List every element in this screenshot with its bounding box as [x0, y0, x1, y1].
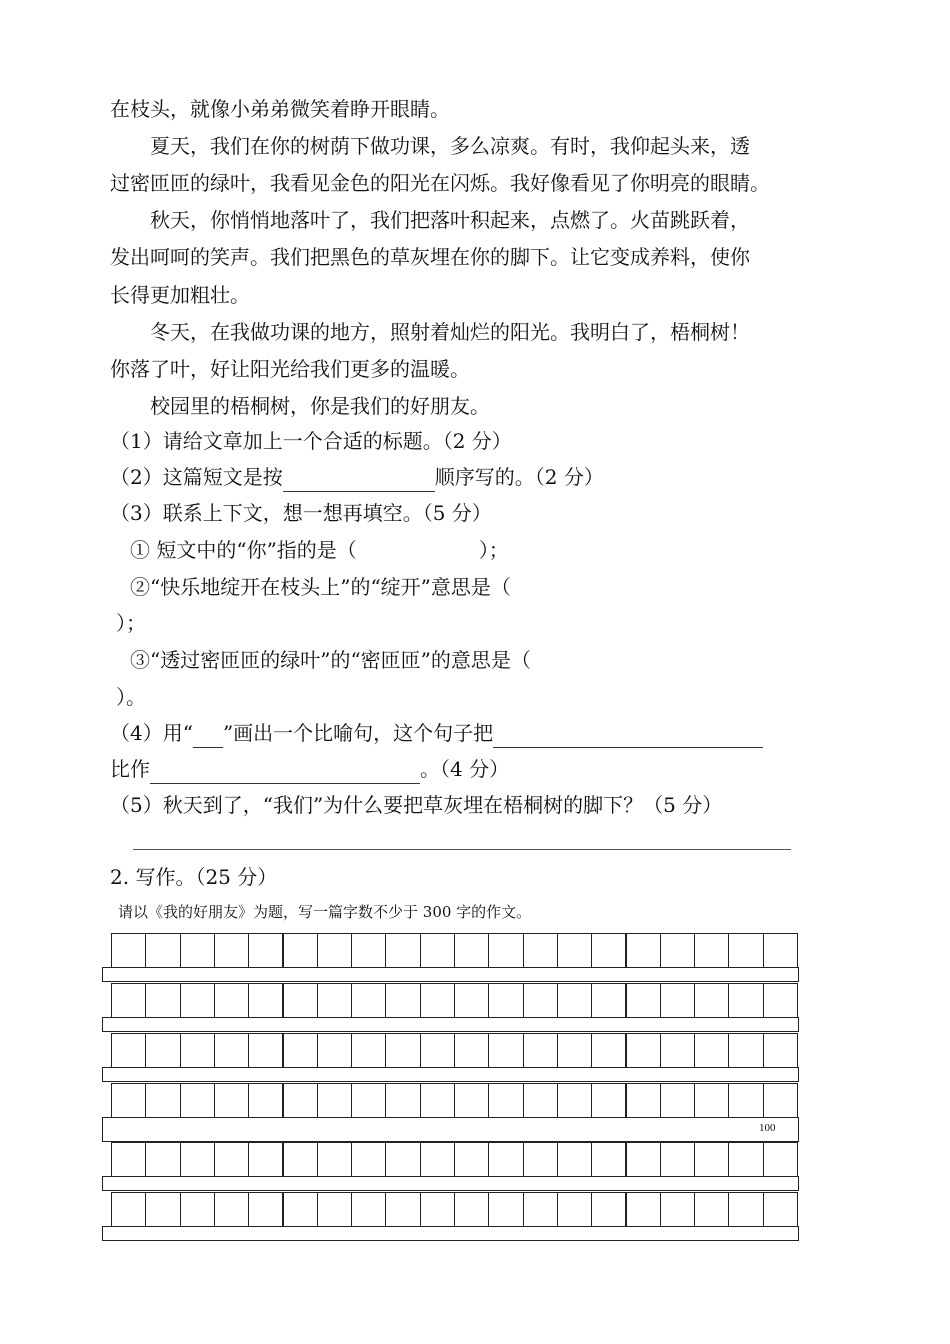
writing-cell[interactable] [694, 933, 729, 968]
writing-cell[interactable] [454, 1083, 489, 1118]
question-2-text-end: 顺序写的。（2 分） [434, 465, 604, 489]
writing-cell[interactable] [626, 1033, 661, 1068]
question-3-3: ③“透过密匝匝的绿叶”的“密匝匝”的意思是（ [130, 648, 531, 672]
row-gap-strip [102, 1017, 799, 1032]
writing-cell[interactable] [420, 1033, 455, 1068]
passage-line: 你落了叶，好让阳光给我们更多的温暖。 [110, 357, 470, 381]
writing-cell[interactable] [557, 1192, 592, 1227]
question-3-2-close: ）； [116, 611, 146, 635]
question-4-text-end: 。（4 分） [420, 757, 510, 781]
writing-cell[interactable] [145, 1142, 180, 1177]
writing-cell[interactable] [454, 933, 489, 968]
writing-cell[interactable] [660, 983, 695, 1018]
writing-cell[interactable] [420, 1083, 455, 1118]
writing-cell[interactable] [214, 983, 249, 1018]
writing-cell[interactable] [660, 1192, 695, 1227]
writing-cell[interactable] [111, 983, 146, 1018]
writing-cell[interactable] [763, 1033, 798, 1068]
writing-cell[interactable] [660, 1083, 695, 1118]
writing-cell[interactable] [214, 1083, 249, 1118]
writing-cell[interactable] [728, 933, 763, 968]
writing-cell[interactable] [248, 1083, 283, 1118]
writing-cell[interactable] [626, 1142, 661, 1177]
writing-cell[interactable] [111, 1142, 146, 1177]
writing-cell[interactable] [111, 1192, 146, 1227]
writing-cell[interactable] [694, 1033, 729, 1068]
writing-cell[interactable] [283, 1083, 318, 1118]
writing-cell[interactable] [763, 1142, 798, 1177]
writing-cell[interactable] [385, 933, 420, 968]
writing-cell[interactable] [763, 933, 798, 968]
writing-cell[interactable] [283, 1033, 318, 1068]
writing-cell[interactable] [351, 983, 386, 1018]
writing-cell[interactable] [180, 1033, 215, 1068]
writing-cell[interactable] [111, 933, 146, 968]
row-gap-strip [102, 967, 799, 982]
question-5: （5）秋天到了，“我们”为什么要把草灰埋在梧桐树的脚下？（5 分） [110, 793, 723, 817]
writing-cell[interactable] [214, 933, 249, 968]
writing-cell[interactable] [557, 983, 592, 1018]
writing-prompt: 请以《我的好朋友》为题，写一篇字数不少于 300 字的作文。 [118, 903, 532, 921]
writing-cell[interactable] [248, 933, 283, 968]
passage-line: 在枝头，就像小弟弟微笑着睁开眼睛。 [110, 97, 450, 121]
writing-cell[interactable] [626, 1192, 661, 1227]
writing-cell[interactable] [145, 983, 180, 1018]
writing-cell[interactable] [523, 933, 558, 968]
writing-cell[interactable] [214, 1192, 249, 1227]
writing-cell[interactable] [385, 983, 420, 1018]
writing-cell[interactable] [763, 983, 798, 1018]
writing-cell[interactable] [728, 1083, 763, 1118]
writing-cell[interactable] [351, 1033, 386, 1068]
writing-cell[interactable] [626, 983, 661, 1018]
writing-cell[interactable] [660, 933, 695, 968]
writing-cell[interactable] [763, 1192, 798, 1227]
writing-cell[interactable] [728, 1142, 763, 1177]
writing-cell[interactable] [248, 1192, 283, 1227]
writing-cell[interactable] [454, 983, 489, 1018]
writing-cell[interactable] [557, 933, 592, 968]
writing-cell[interactable] [111, 1083, 146, 1118]
writing-cell[interactable] [317, 983, 352, 1018]
writing-cell[interactable] [180, 1083, 215, 1118]
writing-cell[interactable] [248, 983, 283, 1018]
writing-cell[interactable] [523, 1142, 558, 1177]
writing-cell[interactable] [591, 983, 626, 1018]
writing-cell[interactable] [694, 1142, 729, 1177]
writing-cell[interactable] [591, 1033, 626, 1068]
writing-cell[interactable] [248, 1033, 283, 1068]
writing-cell[interactable] [351, 933, 386, 968]
passage-line: 冬天，在我做功课的地方，照射着灿烂的阳光。我明白了，梧桐树！ [110, 320, 750, 344]
writing-cell[interactable] [488, 1033, 523, 1068]
writing-cell[interactable] [454, 1033, 489, 1068]
writing-cell[interactable] [454, 1142, 489, 1177]
passage-line: 夏天，我们在你的树荫下做功课，多么凉爽。有时，我仰起头来，透 [110, 134, 750, 158]
writing-cell[interactable] [351, 1083, 386, 1118]
question-3-3-close: ）。 [116, 685, 146, 709]
writing-cell[interactable] [523, 983, 558, 1018]
writing-cell[interactable] [283, 933, 318, 968]
writing-cell[interactable] [385, 1083, 420, 1118]
writing-cell[interactable] [523, 1083, 558, 1118]
writing-cell[interactable] [523, 1033, 558, 1068]
question-4-text-cont: 比作 [110, 757, 150, 781]
writing-cell[interactable] [317, 933, 352, 968]
question-3-2: ②“快乐地绽开在枝头上”的“绽开”意思是（ [130, 575, 511, 599]
passage-line: 秋天，你悄悄地落叶了，我们把落叶积起来，点燃了。火苗跳跃着， [110, 208, 750, 232]
writing-cell[interactable] [283, 1192, 318, 1227]
row-gap-strip [102, 1117, 799, 1142]
passage-line: 长得更加粗壮。 [110, 283, 250, 307]
writing-cell[interactable] [420, 983, 455, 1018]
writing-cell[interactable] [385, 1192, 420, 1227]
passage-line: 校园里的梧桐树，你是我们的好朋友。 [110, 394, 490, 418]
writing-cell[interactable] [283, 983, 318, 1018]
writing-cell[interactable] [488, 933, 523, 968]
writing-cell[interactable] [145, 1033, 180, 1068]
writing-cell[interactable] [626, 1083, 661, 1118]
writing-cell[interactable] [488, 983, 523, 1018]
writing-cell[interactable] [180, 983, 215, 1018]
writing-cell[interactable] [351, 1192, 386, 1227]
writing-cell[interactable] [420, 1192, 455, 1227]
writing-cell[interactable] [694, 983, 729, 1018]
word-count-marker: 100 [759, 1122, 776, 1134]
writing-cell[interactable] [523, 1192, 558, 1227]
writing-cell[interactable] [694, 1083, 729, 1118]
question-3: （3）联系上下文，想一想再填空。（5 分） [110, 501, 492, 525]
writing-cell[interactable] [591, 933, 626, 968]
writing-cell[interactable] [214, 1142, 249, 1177]
writing-cell[interactable] [180, 933, 215, 968]
writing-cell[interactable] [351, 1142, 386, 1177]
writing-cell[interactable] [694, 1192, 729, 1227]
row-gap-strip [102, 1067, 799, 1082]
writing-cell[interactable] [145, 1083, 180, 1118]
writing-cell[interactable] [660, 1033, 695, 1068]
writing-cell[interactable] [591, 1083, 626, 1118]
writing-cell[interactable] [180, 1142, 215, 1177]
passage-line: 发出呵呵的笑声。我们把黑色的草灰埋在你的脚下。让它变成养料，使你 [110, 245, 750, 269]
question-4-text-mid: ”画出一个比喻句，这个句子把 [222, 721, 494, 745]
writing-cell[interactable] [111, 1033, 146, 1068]
question-2-text: （2）这篇短文是按 [110, 465, 283, 489]
writing-cell[interactable] [317, 1033, 352, 1068]
writing-cell[interactable] [728, 1192, 763, 1227]
question-4-text: （4）用“ [110, 721, 193, 745]
question-3-1-text: ① 短文中的“你”指的是（ [130, 538, 357, 562]
writing-cell[interactable] [145, 1192, 180, 1227]
writing-cell[interactable] [420, 1142, 455, 1177]
writing-cell[interactable] [420, 933, 455, 968]
writing-cell[interactable] [557, 1142, 592, 1177]
writing-cell[interactable] [626, 933, 661, 968]
writing-cell[interactable] [488, 1192, 523, 1227]
writing-cell[interactable] [145, 933, 180, 968]
passage-line: 过密匝匝的绿叶，我看见金色的阳光在闪烁。我好像看见了你明亮的眼睛。 [110, 171, 770, 195]
row-gap-strip [102, 1226, 799, 1241]
writing-cell[interactable] [728, 983, 763, 1018]
writing-cell[interactable] [763, 1083, 798, 1118]
writing-cell[interactable] [488, 1083, 523, 1118]
writing-cell[interactable] [557, 1083, 592, 1118]
writing-cell[interactable] [557, 1033, 592, 1068]
writing-cell[interactable] [591, 1142, 626, 1177]
writing-cell[interactable] [283, 1142, 318, 1177]
writing-cell[interactable] [248, 1142, 283, 1177]
writing-cell[interactable] [488, 1142, 523, 1177]
writing-cell[interactable] [728, 1033, 763, 1068]
writing-cell[interactable] [454, 1192, 489, 1227]
writing-cell[interactable] [317, 1083, 352, 1118]
question-3-1-close: ）； [478, 538, 509, 562]
writing-cell[interactable] [660, 1142, 695, 1177]
writing-cell[interactable] [591, 1192, 626, 1227]
writing-cell[interactable] [180, 1192, 215, 1227]
writing-cell[interactable] [214, 1033, 249, 1068]
writing-heading: 2. 写作。（25 分） [110, 865, 278, 889]
writing-cell[interactable] [317, 1192, 352, 1227]
question-1: （1）请给文章加上一个合适的标题。（2 分） [110, 429, 512, 453]
writing-cell[interactable] [385, 1033, 420, 1068]
writing-cell[interactable] [385, 1142, 420, 1177]
row-gap-strip [102, 1176, 799, 1191]
writing-cell[interactable] [317, 1142, 352, 1177]
